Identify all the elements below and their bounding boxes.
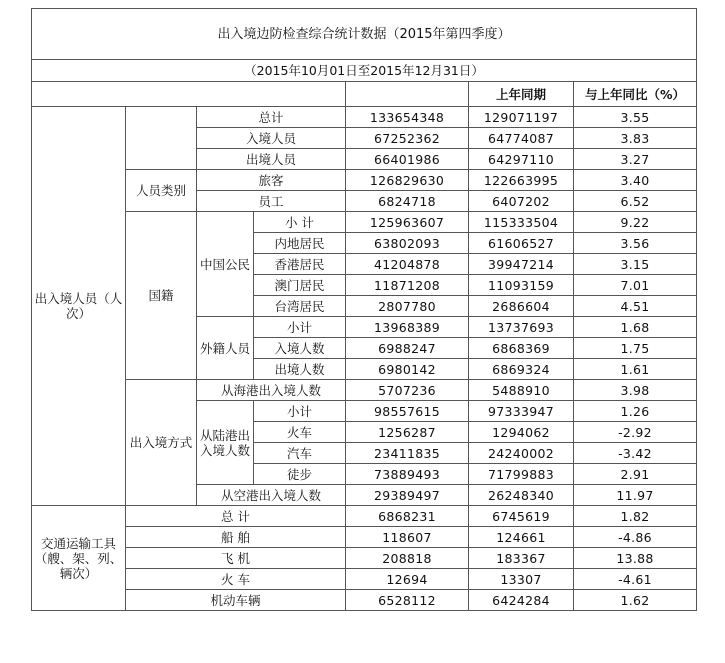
cell-current: 5707236 (346, 380, 469, 401)
row-label: 小 计 (254, 212, 346, 233)
row-label: 澳门居民 (254, 275, 346, 296)
row-label: 飞 机 (126, 548, 346, 569)
row-label: 小计 (254, 401, 346, 422)
cell-current: 12694 (346, 569, 469, 590)
cell-current: 6528112 (346, 590, 469, 611)
cell-yoy: 1.26 (574, 401, 697, 422)
row-label: 机动车辆 (126, 590, 346, 611)
header-last-year: 上年同期 (469, 82, 574, 107)
row-label: 香港居民 (254, 254, 346, 275)
cell-current: 133654348 (346, 107, 469, 128)
cell-yoy: 9.22 (574, 212, 697, 233)
cell-last-year: 13737693 (469, 317, 574, 338)
cell-last-year: 61606527 (469, 233, 574, 254)
cell-yoy: -4.86 (574, 527, 697, 548)
cell-current: 13968389 (346, 317, 469, 338)
cell-current: 73889493 (346, 464, 469, 485)
cell-current: 126829630 (346, 170, 469, 191)
row-label: 从空港出入境人数 (197, 485, 346, 506)
group-persons: 出入境人员（人次） (32, 107, 126, 506)
header-current (346, 82, 469, 107)
cell-last-year: 6407202 (469, 191, 574, 212)
cell-yoy: 3.83 (574, 128, 697, 149)
cell-last-year: 5488910 (469, 380, 574, 401)
cell-current: 1256287 (346, 422, 469, 443)
group-person-type: 人员类别 (126, 170, 197, 212)
cell-current: 98557615 (346, 401, 469, 422)
cell-current: 29389497 (346, 485, 469, 506)
cell-last-year: 122663995 (469, 170, 574, 191)
cell-last-year: 6745619 (469, 506, 574, 527)
table-row (32, 212, 697, 233)
group-nationality: 国籍 (126, 212, 197, 380)
cell-current: 23411835 (346, 443, 469, 464)
cell-current: 66401986 (346, 149, 469, 170)
cell-current: 63802093 (346, 233, 469, 254)
cell-current: 11871208 (346, 275, 469, 296)
row-label: 内地居民 (254, 233, 346, 254)
cell-current: 6988247 (346, 338, 469, 359)
cell-last-year: 6424284 (469, 590, 574, 611)
row-label: 台湾居民 (254, 296, 346, 317)
row-label: 船 舶 (126, 527, 346, 548)
header-yoy: 与上年同比（%） (574, 82, 697, 107)
cell-last-year: 115333504 (469, 212, 574, 233)
cell-yoy: 1.75 (574, 338, 697, 359)
table-row (32, 569, 697, 590)
group-land: 从陆港出入境人数 (197, 401, 254, 485)
row-label: 入境人数 (254, 338, 346, 359)
group-vehicles: 交通运输工具（艘、架、列、辆次） (32, 506, 126, 611)
row-label: 汽车 (254, 443, 346, 464)
cell-current: 2807780 (346, 296, 469, 317)
row-label: 员工 (197, 191, 346, 212)
cell-yoy: -4.61 (574, 569, 697, 590)
row-label: 总 计 (126, 506, 346, 527)
cell-current: 208818 (346, 548, 469, 569)
cell-last-year: 39947214 (469, 254, 574, 275)
row-label: 从海港出入境人数 (197, 380, 346, 401)
cell-last-year: 13307 (469, 569, 574, 590)
table-row (32, 548, 697, 569)
cell-current: 118607 (346, 527, 469, 548)
cell-yoy: 3.40 (574, 170, 697, 191)
cell-yoy: 6.52 (574, 191, 697, 212)
cell-last-year: 6869324 (469, 359, 574, 380)
row-label: 出境人员 (197, 149, 346, 170)
cell-current: 6824718 (346, 191, 469, 212)
cell-last-year: 1294062 (469, 422, 574, 443)
table-title: 出入境边防检查综合统计数据（2015年第四季度） (32, 9, 697, 60)
cell-last-year: 183367 (469, 548, 574, 569)
table-row (32, 590, 697, 611)
row-label: 小计 (254, 317, 346, 338)
cell-current: 41204878 (346, 254, 469, 275)
table-row (32, 170, 697, 191)
row-label: 出境人数 (254, 359, 346, 380)
row-label: 旅客 (197, 170, 346, 191)
cell-last-year: 97333947 (469, 401, 574, 422)
table-row (32, 107, 697, 128)
cell-yoy: 11.97 (574, 485, 697, 506)
cell-last-year: 24240002 (469, 443, 574, 464)
cell-last-year: 2686604 (469, 296, 574, 317)
cell-yoy: 1.62 (574, 590, 697, 611)
cell-yoy: 1.68 (574, 317, 697, 338)
cell-last-year: 6868369 (469, 338, 574, 359)
table-row (32, 527, 697, 548)
cell-yoy: 3.15 (574, 254, 697, 275)
cell-yoy: 13.88 (574, 548, 697, 569)
cell-current: 6868231 (346, 506, 469, 527)
cell-last-year: 71799883 (469, 464, 574, 485)
cell-last-year: 11093159 (469, 275, 574, 296)
cell-last-year: 26248340 (469, 485, 574, 506)
cell-yoy: 7.01 (574, 275, 697, 296)
statistics-table (31, 8, 697, 611)
row-label: 火 车 (126, 569, 346, 590)
cell-last-year: 129071197 (469, 107, 574, 128)
header-blank (32, 82, 346, 107)
cell-yoy: 1.82 (574, 506, 697, 527)
cell-yoy: 1.61 (574, 359, 697, 380)
cell-current: 6980142 (346, 359, 469, 380)
row-label: 徒步 (254, 464, 346, 485)
cell-yoy: -2.92 (574, 422, 697, 443)
group-mode: 出入境方式 (126, 380, 197, 506)
cell-yoy: 3.55 (574, 107, 697, 128)
row-label: 火车 (254, 422, 346, 443)
cell-yoy: 2.91 (574, 464, 697, 485)
cell-last-year: 124661 (469, 527, 574, 548)
group-foreign: 外籍人员 (197, 317, 254, 380)
row-label: 入境人员 (197, 128, 346, 149)
cell-current: 67252362 (346, 128, 469, 149)
cell-current: 125963607 (346, 212, 469, 233)
period-subtitle: （2015年10月01日至2015年12月31日） (32, 60, 697, 82)
cell-yoy: -3.42 (574, 443, 697, 464)
table-row (32, 380, 697, 401)
cell-yoy: 3.98 (574, 380, 697, 401)
group-blank (126, 107, 197, 170)
cell-yoy: 3.56 (574, 233, 697, 254)
cell-last-year: 64774087 (469, 128, 574, 149)
cell-yoy: 3.27 (574, 149, 697, 170)
cell-last-year: 64297110 (469, 149, 574, 170)
row-label: 总计 (197, 107, 346, 128)
cell-yoy: 4.51 (574, 296, 697, 317)
group-chinese: 中国公民 (197, 212, 254, 317)
table-row (32, 506, 697, 527)
